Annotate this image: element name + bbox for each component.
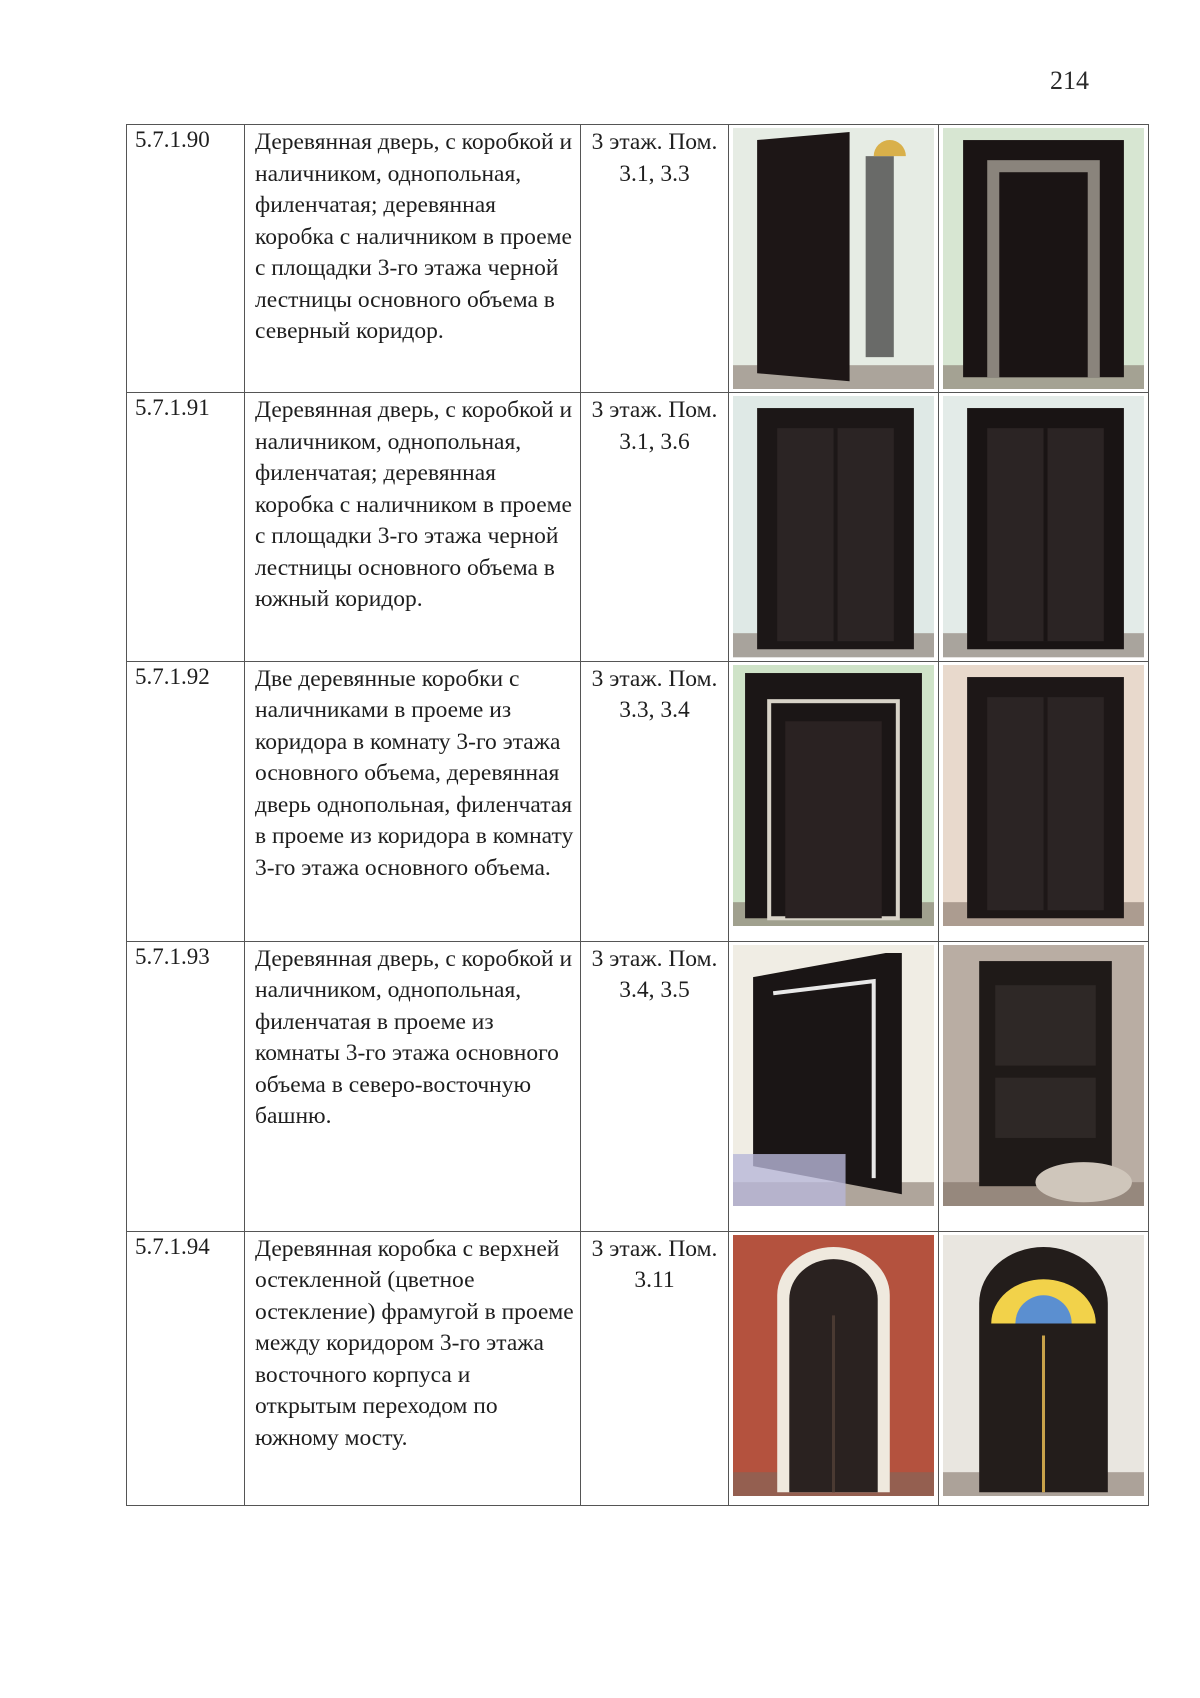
item-description: Деревянная дверь, с коробкой и наличником, однопольная, филенчатая; деревянная коробка с наличником в проеме с площадки 3-го этажа черной лестницы основного объема в северный коридор. <box>245 125 581 393</box>
photo-cell <box>729 661 939 941</box>
door-photo-1 <box>733 128 934 389</box>
door-photo-1 <box>733 1235 934 1496</box>
item-id: 5.7.1.92 <box>127 661 245 941</box>
item-id: 5.7.1.93 <box>127 941 245 1231</box>
item-id: 5.7.1.91 <box>127 393 245 661</box>
arched-door-photo-brick <box>733 1235 934 1496</box>
table-row <box>127 1231 1149 1505</box>
door-photo-front <box>733 396 934 657</box>
door-photo-2 <box>943 1235 1144 1496</box>
arched-door-photo-stained-glass <box>943 1235 1144 1496</box>
door-photo-2 <box>943 396 1144 657</box>
item-description: Деревянная коробка с верхней остекленной (цветное остекление) фрамугой в проеме между коридором 3-го этажа восточного корпуса и открытым переходом по южному мосту. <box>245 1231 581 1505</box>
door-photo-1 <box>733 665 934 926</box>
item-description: Две деревянные коробки с наличниками в проеме из коридора в комнату 3-го этажа основного объема, деревянная дверь однопольная, филенчатая в проеме из коридора в комнату 3-го этажа основного объема. <box>245 661 581 941</box>
photo-cell <box>939 661 1149 941</box>
page-number: 214 <box>1050 66 1089 95</box>
photo-cell <box>729 125 939 393</box>
door-photo-2 <box>943 945 1144 1206</box>
table-row <box>127 125 1149 393</box>
door-photo-damaged-wall <box>943 945 1144 1206</box>
photo-cell <box>939 1231 1149 1505</box>
item-id: 5.7.1.90 <box>127 125 245 393</box>
photo-cell <box>939 393 1149 661</box>
photo-cell <box>729 393 939 661</box>
item-location: 3 этаж. Пом. 3.1, 3.3 <box>581 125 729 393</box>
door-photo-1 <box>733 396 934 657</box>
table-row <box>127 393 1149 661</box>
item-location: 3 этаж. Пом. 3.4, 3.5 <box>581 941 729 1231</box>
item-id: 5.7.1.94 <box>127 1231 245 1505</box>
door-photo-front <box>943 396 1144 657</box>
door-photo-2 <box>943 665 1144 926</box>
door-photo-open-angle <box>733 945 934 1206</box>
table-row <box>127 661 1149 941</box>
photo-cell <box>729 941 939 1231</box>
item-location: 3 этаж. Пом. 3.3, 3.4 <box>581 661 729 941</box>
photo-cell <box>939 941 1149 1231</box>
inventory-table <box>126 124 1149 1506</box>
door-photo-double-frame <box>733 665 934 926</box>
item-description: Деревянная дверь, с коробкой и наличником, однопольная, филенчатая; деревянная коробка с наличником в проеме с площадки 3-го этажа черной лестницы основного объема в южный коридор. <box>245 393 581 661</box>
door-photo-framed-front <box>943 128 1144 389</box>
table-row <box>127 941 1149 1231</box>
item-location: 3 этаж. Пом. 3.1, 3.6 <box>581 393 729 661</box>
door-photo-corridor-angle <box>733 128 934 389</box>
item-location: 3 этаж. Пом. 3.11 <box>581 1231 729 1505</box>
door-photo-2 <box>943 128 1144 389</box>
door-photo-1 <box>733 945 934 1206</box>
photo-cell <box>939 125 1149 393</box>
item-description: Деревянная дверь, с коробкой и наличником, однопольная, филенчатая в проеме из комнаты 3-го этажа основного объема в северо-восточную башню. <box>245 941 581 1231</box>
door-photo-front <box>943 665 1144 926</box>
photo-cell <box>729 1231 939 1505</box>
